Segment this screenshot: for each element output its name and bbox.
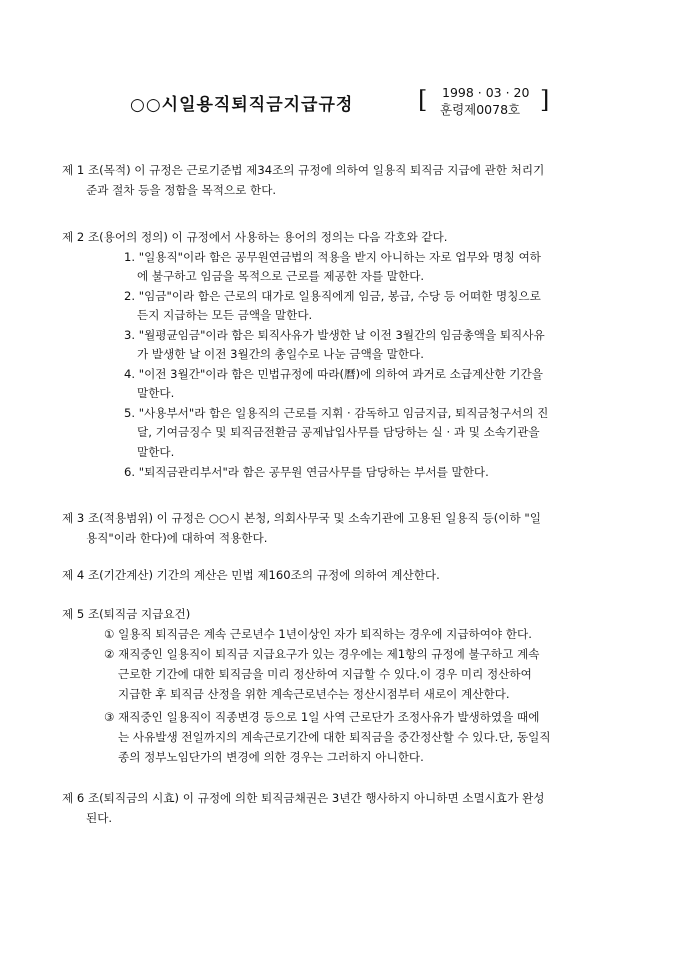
article-2-item-4-line-1: 4. "이전 3월간"이라 함은 민법규정에 따라(曆)에 의하여 과거로 소급계산한 기간을 — [124, 367, 543, 381]
article-2-item-3-line-1: 3. "월평균임금"이라 함은 퇴직사유가 발생한 날 이전 3월간의 임금총액을 퇴직사유 — [124, 328, 545, 342]
article-2-item-3-line-2: 가 발생한 날 이전 3월간의 총일수로 나눈 금액을 말한다. — [137, 347, 424, 361]
article-2-item-2-line-2: 든지 지급하는 모든 금액을 말한다. — [137, 308, 313, 322]
article-2-item-4-line-2: 말한다. — [137, 386, 175, 400]
article-2-item-5-line-1: 5. "사용부서"라 함은 일용직의 근로를 지휘 · 감독하고 임금지급, 퇴직금청구서의 진 — [124, 406, 549, 420]
article-3-line-1: 제 3 조(적용범위) 이 규정은 ○○시 본청, 의회사무국 및 소속기관에 고용된 일용직 등(이하 "일 — [62, 511, 541, 525]
title-row — [0, 82, 680, 128]
article-3-line-2: 용직"이라 한다)에 대하여 적용한다. — [86, 531, 268, 545]
issue-date: 1998 · 03 · 20 — [442, 85, 530, 100]
article-2-item-1-line-1: 1. "일용직"이라 함은 공무원연금법의 적용을 받지 아니하는 자로 업무와 명칭 여하 — [124, 250, 541, 264]
article-6-line-1: 제 6 조(퇴직금의 시효) 이 규정에 의한 퇴직금채권은 3년간 행사하지 아니하면 소멸시효가 완성 — [62, 791, 545, 805]
article-5-item-1-line-1: ① 일용직 퇴직금은 계속 근로년수 1년이상인 자가 퇴직하는 경우에 지급하여야 한다. — [104, 627, 532, 641]
article-5-item-3-line-2: 는 사유발생 전일까지의 계속근로기간에 대한 퇴직금을 중간정산할 수 있다.단, 동일직 — [118, 730, 551, 744]
article-2-item-1-line-2: 에 불구하고 임금을 목적으로 근로를 제공한 자를 말한다. — [137, 269, 425, 283]
issue-info — [440, 84, 529, 118]
document-title: ○○시일용직퇴직금지급규정 — [130, 95, 354, 115]
article-5-item-2-line-1: ② 재직중인 일용직이 퇴직금 지급요구가 있는 경우에는 제1항의 규정에 불구하고 계속 — [104, 647, 540, 661]
article-5-item-2-line-3: 지급한 후 퇴직금 산정을 위한 계속근로년수는 정산시점부터 새로이 계산한다. — [118, 687, 510, 701]
article-2-item-6-line-1: 6. "퇴직금관리부서"라 함은 공무원 연금사무를 담당하는 부서를 말한다. — [124, 465, 489, 479]
article-1-line-2: 준과 절차 등을 정함을 목적으로 한다. — [86, 183, 277, 197]
article-2-line-1: 제 2 조(용어의 정의) 이 규정에서 사용하는 용어의 정의는 다음 각호와 같다. — [62, 230, 448, 244]
bracket-close: ] — [540, 86, 550, 114]
issue-number: 훈령제0078호 — [440, 102, 521, 117]
article-1-line-1: 제 1 조(목적) 이 규정은 근로기준법 제34조의 규정에 의하여 일용직 퇴직금 지급에 관한 처리기 — [62, 163, 545, 177]
article-6-line-2: 된다. — [86, 811, 113, 825]
bracket-open: [ — [418, 86, 428, 114]
article-2-item-5-line-2: 달, 기여금징수 및 퇴직금전환금 공제납입사무를 담당하는 실 · 과 및 소속기관을 — [137, 425, 540, 439]
article-5-item-3-line-1: ③ 재직중인 일용직이 직종변경 등으로 1일 사역 근로단가 조정사유가 발생하였을 때에 — [104, 710, 540, 724]
article-5-line-1: 제 5 조(퇴직금 지급요건) — [62, 607, 191, 621]
article-4-line-1: 제 4 조(기간계산) 기간의 계산은 민법 제160조의 규정에 의하여 계산한다. — [62, 568, 440, 582]
article-2-item-2-line-1: 2. "임금"이라 함은 근로의 대가로 일용직에게 임금, 봉급, 수당 등 어떠한 명칭으로 — [124, 289, 541, 303]
article-5-item-3-line-3: 종의 정부노임단가의 변경에 의한 경우는 그러하지 아니한다. — [118, 750, 424, 764]
article-5-item-2-line-2: 근로한 기간에 대한 퇴직금을 미리 정산하여 지급할 수 있다.이 경우 미리 정산하여 — [118, 667, 532, 681]
article-2-item-5-line-3: 말한다. — [137, 445, 175, 459]
